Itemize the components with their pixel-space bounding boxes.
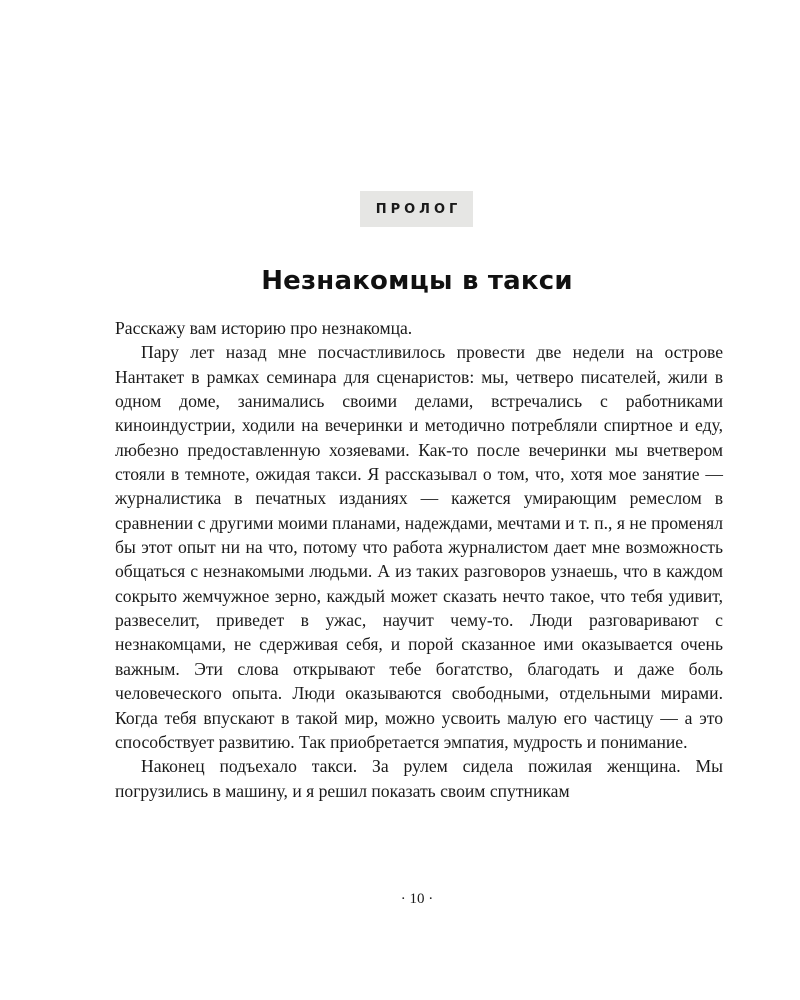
chapter-label: ПРОЛОГ [360,191,473,227]
paragraph-1: Расскажу вам историю про незнакомца. [115,318,413,338]
paragraph-2: Пару лет назад мне посчастливилось провести две недели на острове Нантакет в рамках семинара для сценаристов: мы, четверо писателей, жили в одном доме, занимались своими делами, встречались с работниками киноиндустрии, ходили на вечеринки и методично потребляли спиртное и еду, любезно предоставленную хозяевами. Как-то после вечеринки мы вчетвером стояли в темноте, ожидая такси. Я рассказывал о том, что, хотя мое занятие — журналистика в печатных изданиях — кажется умирающим ремеслом в сравнении с другими моими планами, надеждами, мечтами и т. п., я не променял бы этот опыт ни на что, потому что работа журналистом дает мне возможность общаться с незнакомыми людьми. А из таких разговоров узнаешь, что в каждом сокрыто жемчужное зерно, каждый может сказать нечто такое, что тебя удивит, развеселит, приведет в ужас, научит чему-то. Люди разговаривают с незнакомцами, не сдерживая себя, и порой сказанное ими оказывается очень важным. Эти слова открывают тебе богатство, благодать и даже боль человеческого опыта. Люди оказываются свободными, отдельными мирами. Когда тебя впускают в такой мир, можно усвоить малую его частицу — а это способствует развитию. Так приобретается эмпатия, мудрость и понимание. [115,342,723,752]
page-number: · 10 · [400,891,434,907]
chapter-title: Незнакомцы в такси [261,266,573,296]
paragraph-3: Наконец подъехало такси. За рулем сидела пожилая женщина. Мы погрузились в машину, и я решил показать своим спутникам [115,756,723,801]
body-text [115,316,723,803]
